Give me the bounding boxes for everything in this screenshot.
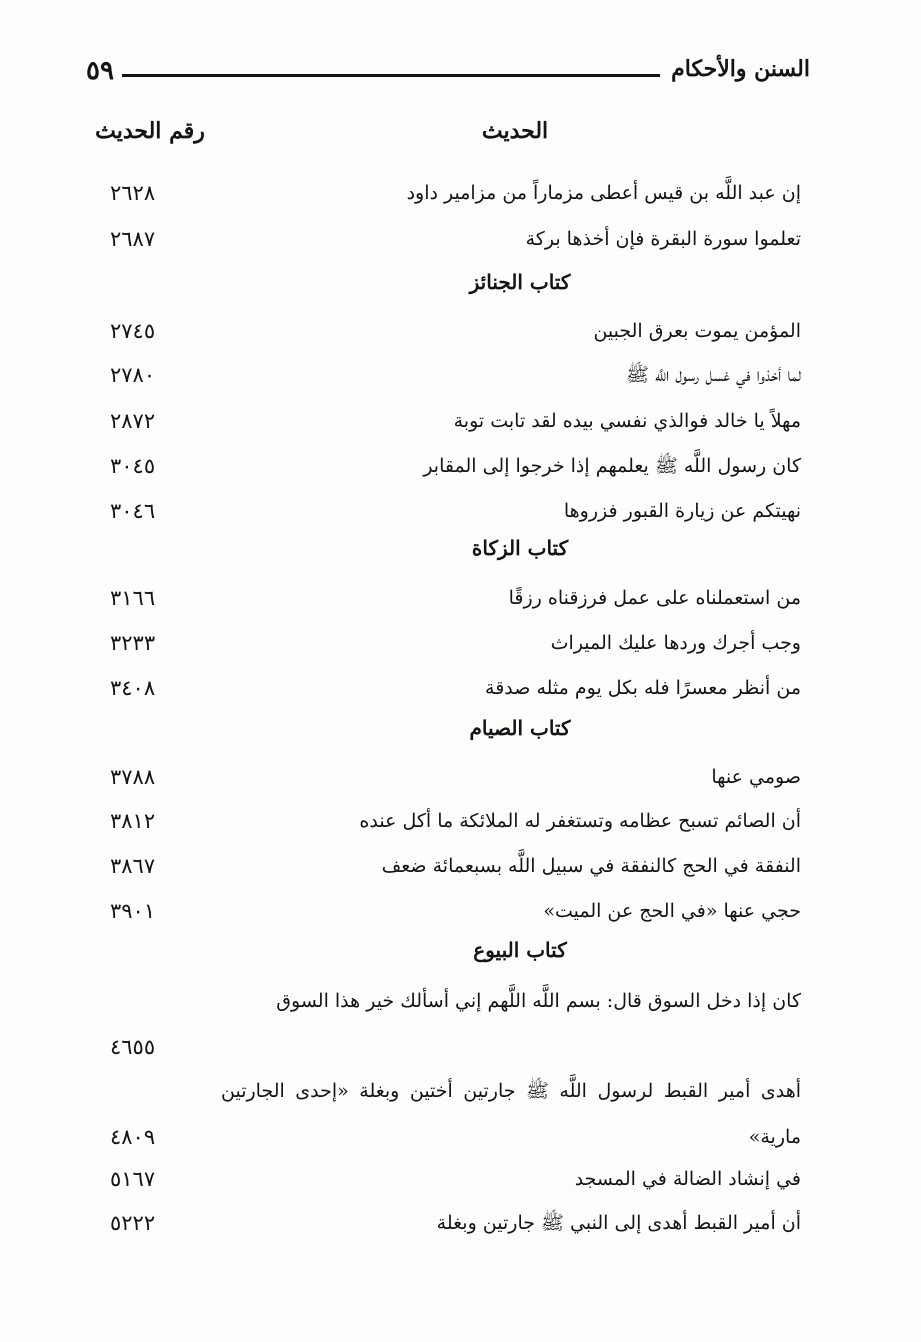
header-rule (122, 74, 660, 77)
hadith-number: ٥١٦٧ (110, 1167, 156, 1191)
hadith-text: كان رسول اللَّه ﷺ يعلمهم إذا خرجوا إلى المقابر (423, 455, 801, 477)
hadith-number: ٢٧٤٥ (110, 319, 156, 343)
hadith-text: مهلاً يا خالد فوالذي نفسي بيده لقد تابت توبة (453, 410, 801, 432)
hadith-text: وجب أجرك وردها عليك الميراث (550, 632, 801, 654)
hadith-number: ٣١٦٦ (110, 586, 156, 610)
page-header (86, 54, 810, 94)
page-number: ٥٩ (86, 56, 114, 86)
hadith-text: المؤمن يموت بعرق الجبين (593, 320, 801, 342)
hadith-number: ٣٩٠١ (110, 899, 156, 923)
section-heading: كتاب الجنائز (469, 270, 571, 294)
hadith-number: ٢٦٨٧ (110, 227, 156, 251)
hadith-number: ٣٨٦٧ (110, 854, 156, 878)
section-heading: كتاب الصيام (469, 716, 571, 740)
section-heading: كتاب البيوع (473, 938, 567, 962)
hadith-text: تعلموا سورة البقرة فإن أخذها بركة (525, 228, 801, 250)
hadith-number: ٣٢٣٣ (110, 631, 156, 655)
hadith-number: ٤٦٥٥ (110, 1035, 156, 1059)
section-heading: كتاب الزكاة (471, 536, 569, 560)
hadith-text: أهدى أمير القبط لرسول اللَّه ﷺ جارتين أختين وبغلة «إحدى الجارتين مارية» (221, 1080, 801, 1148)
running-title: السنن والأحكام (671, 56, 810, 82)
hadith-text: من استعملناه على عمل فرزقناه رزقًا (508, 587, 801, 609)
hadith-number: ٢٧٨٠ (110, 363, 156, 387)
hadith-text: النفقة في الحج كالنفقة في سبيل اللَّه بسبعمائة ضعف (381, 855, 801, 877)
hadith-number: ٣٧٨٨ (110, 765, 156, 789)
hadith-text: أن الصائم تسبح عظامه وتستغفر له الملائكة ما أكل عنده (359, 810, 801, 832)
hadith-number: ٣٠٤٦ (110, 499, 156, 523)
hadith-text: صومي عنها (711, 766, 801, 788)
hadith-number: ٢٦٢٨ (110, 181, 156, 205)
hadith-text: أن أمير القبط أهدى إلى النبي ﷺ جارتين وبغلة (436, 1212, 801, 1234)
hadith-text: حجي عنها «في الحج عن الميت» (543, 900, 801, 922)
hadith-number: ٥٢٢٢ (110, 1211, 156, 1235)
hadith-text: كان إذا دخل السوق قال: بسم اللَّه اللَّهم إني أسألك خير هذا السوق (276, 990, 801, 1012)
hadith-number: ٣٨١٢ (110, 809, 156, 833)
hadith-text: نهيتكم عن زيارة القبور فزروها (563, 500, 801, 522)
hadith-text: لما أخذوا في غسل رسول اللَّه ﷺ (626, 364, 801, 386)
hadith-number: ٣٤٠٨ (110, 676, 156, 700)
column-header-number: رقم الحديث (95, 118, 205, 144)
hadith-text: إن عبد اللَّه بن قيس أعطى مزماراً من مزامير داود (406, 182, 801, 204)
hadith-text: في إنشاد الضالة في المسجد (574, 1168, 801, 1190)
hadith-text: من أنظر معسرًا فله بكل يوم مثله صدقة (485, 677, 801, 699)
hadith-number: ٢٨٧٢ (110, 409, 156, 433)
hadith-number: ٣٠٤٥ (110, 454, 156, 478)
column-header-hadith: الحديث (481, 118, 549, 144)
hadith-number: ٤٨٠٩ (110, 1125, 156, 1149)
